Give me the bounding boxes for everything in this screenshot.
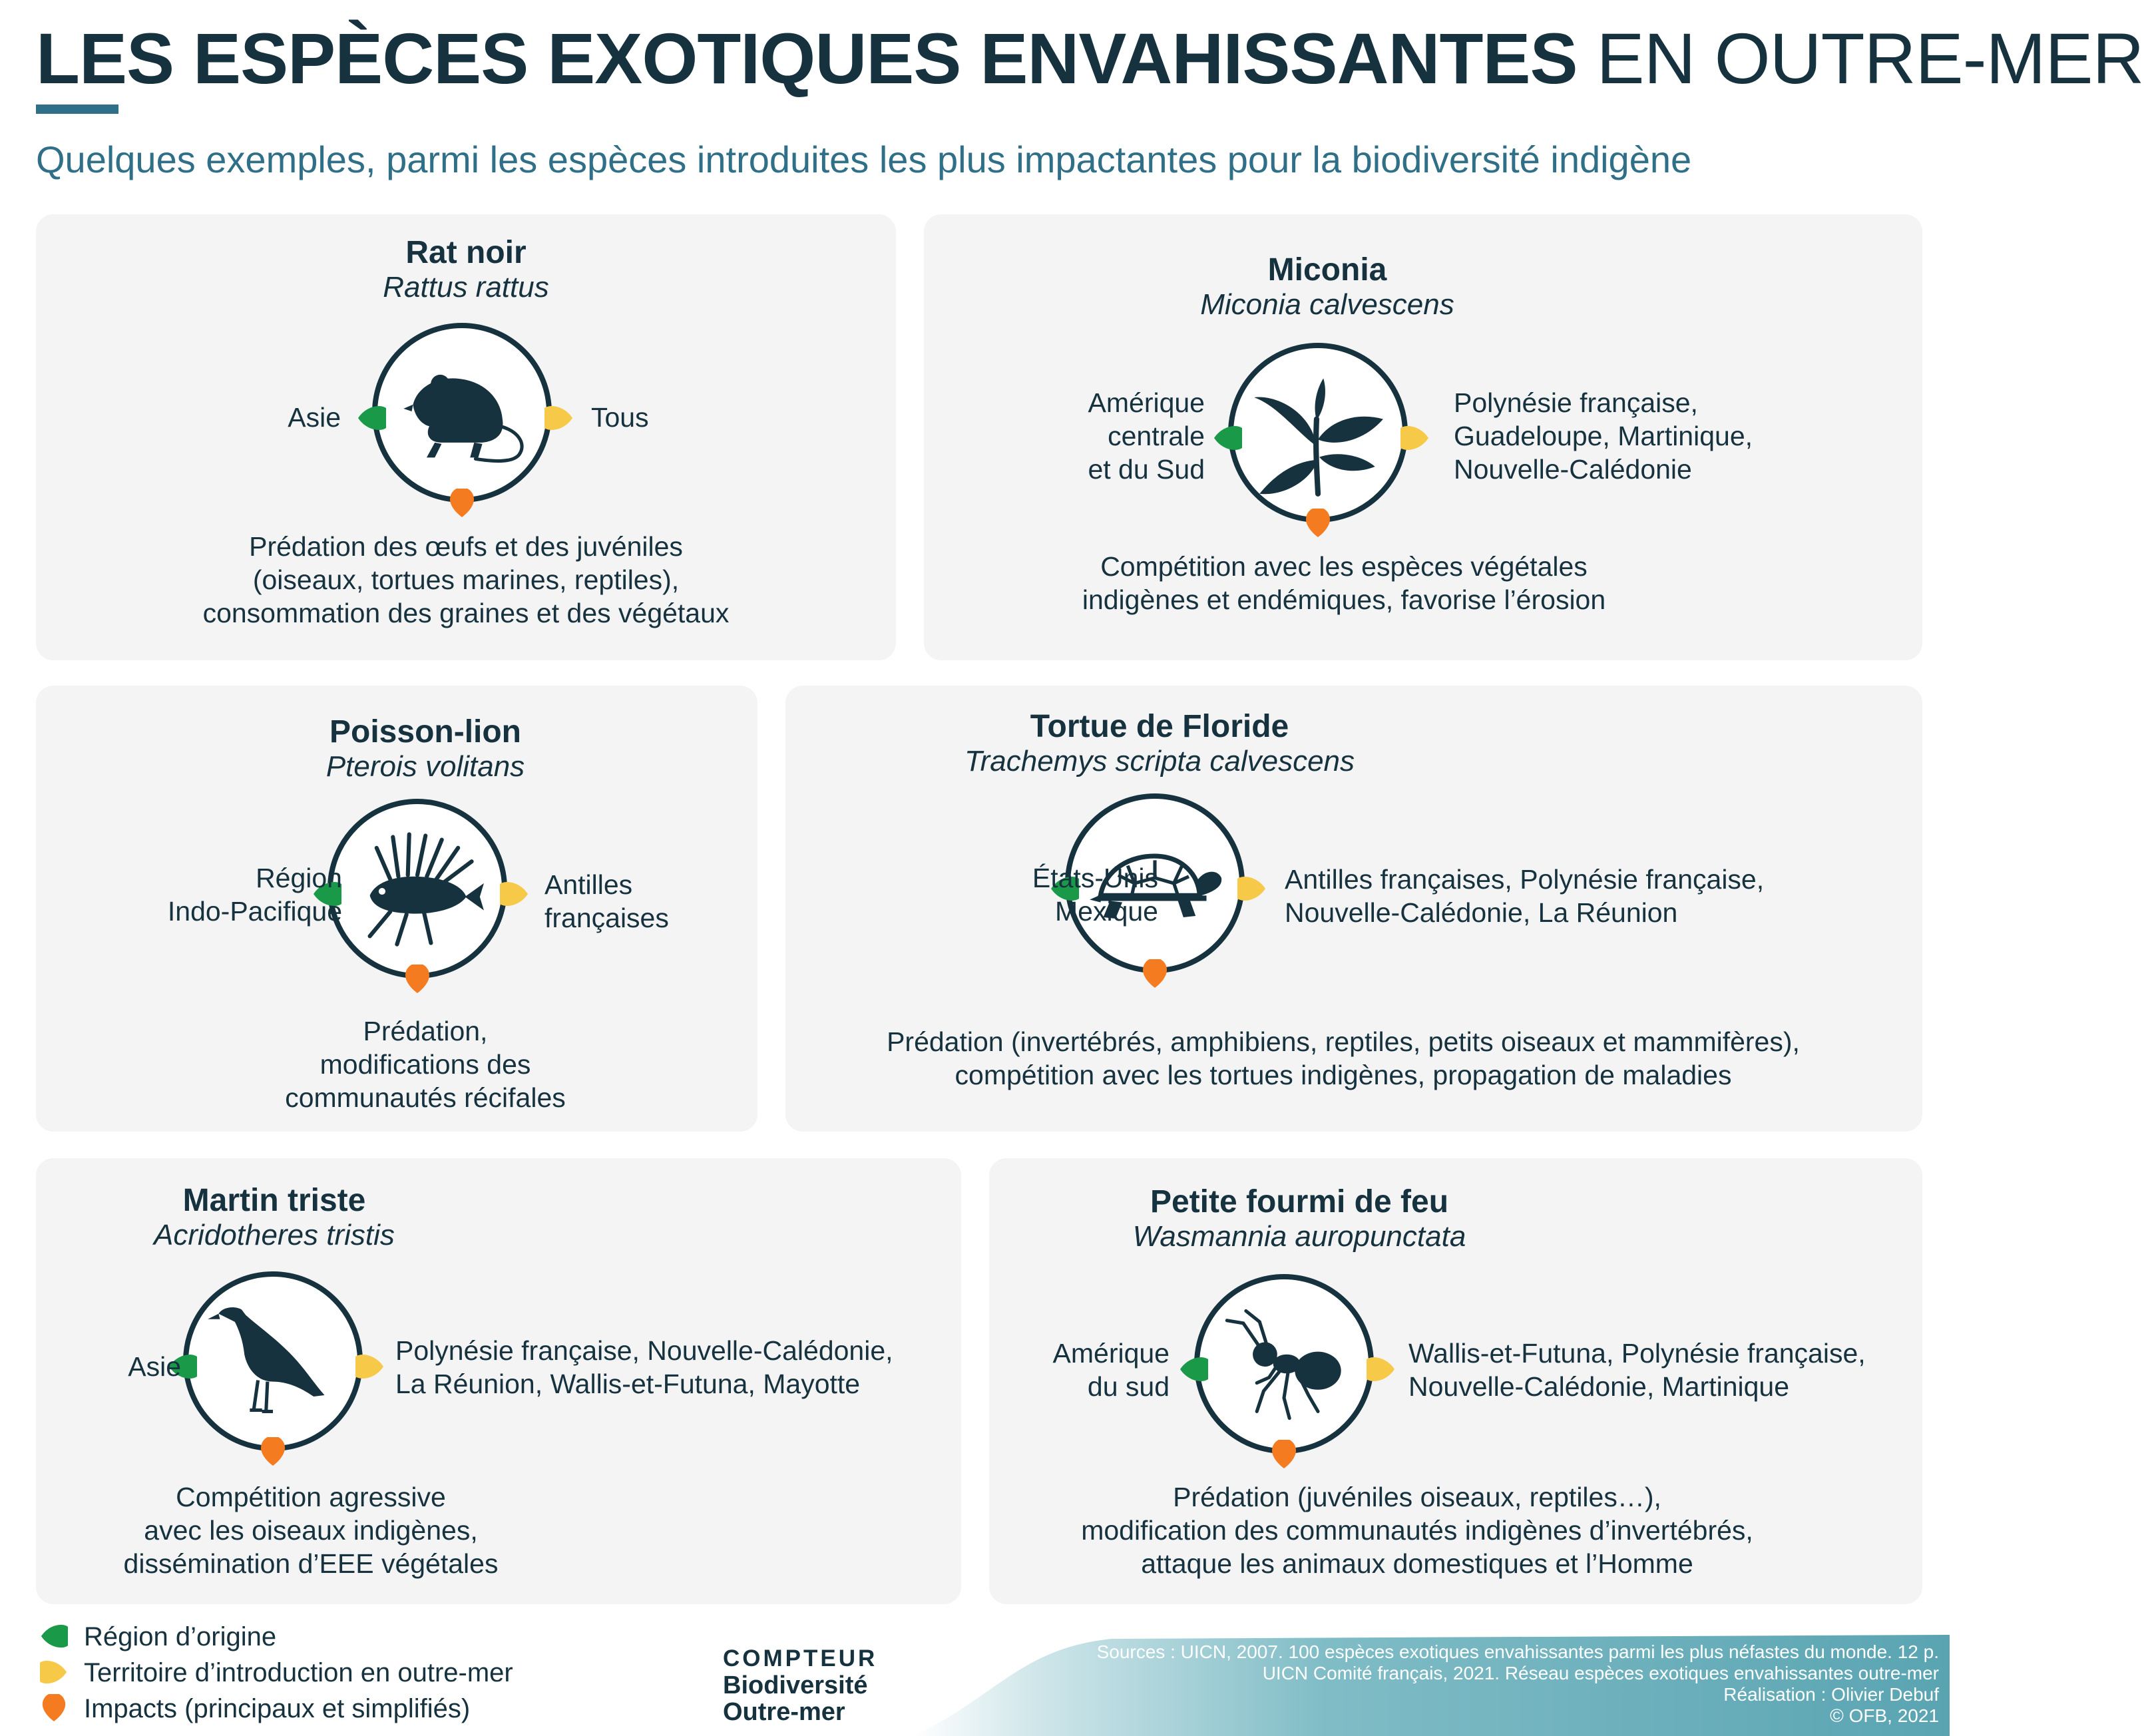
species-latin-name: Miconia calvescens	[1200, 288, 1454, 321]
legend-label: Impacts (principaux et simplifiés)	[84, 1694, 471, 1723]
species-icon-circle	[327, 799, 507, 978]
origin-line: Asie	[128, 1351, 181, 1382]
origin-line: Indo-Pacifique	[167, 896, 342, 927]
impacts-label	[924, 550, 1764, 616]
origin-line: et du Sud	[1088, 454, 1205, 485]
origin-label	[1088, 386, 1205, 486]
impacts-label	[785, 1025, 1901, 1092]
origin-line: Région	[256, 863, 342, 893]
impact-line: (oiseaux, tortues marines, reptiles),	[252, 564, 680, 595]
species-name: Miconia	[1267, 252, 1387, 288]
species-name: Martin triste	[182, 1183, 366, 1218]
species-card-petite-fourmi-de-feu	[989, 1158, 1922, 1604]
origin-pin-icon	[1179, 1355, 1208, 1384]
species-latin-name: Trachemys scripta calvescens	[964, 745, 1355, 777]
species-name: Tortue de Floride	[1030, 709, 1289, 744]
copyright-line: © OFB, 2021	[1830, 1705, 1939, 1726]
species-card-rat-noir	[36, 214, 896, 660]
species-name: Rat noir	[405, 235, 527, 270]
impact-line: Compétition agressive	[176, 1482, 446, 1512]
introduction-line: Guadeloupe, Martinique,	[1454, 421, 1753, 451]
logo-line-1: COMPTEUR	[723, 1645, 878, 1671]
impact-line: indigènes et endémiques, favorise l’érosion	[1082, 584, 1606, 615]
sources-line: UICN Comité français, 2021. Réseau espèces exotiques envahissantes outre-mer	[1262, 1663, 1939, 1683]
impact-line: attaque les animaux domestiques et l’Homme	[1141, 1548, 1693, 1579]
introduction-line: La Réunion, Wallis-et-Futuna, Mayotte	[395, 1369, 861, 1399]
ant-icon	[1216, 1296, 1352, 1432]
introduction-pin-icon	[1400, 423, 1430, 453]
logo-line-3: Outre-mer	[723, 1698, 845, 1726]
introduction-line: Nouvelle-Calédonie, La Réunion	[1285, 897, 1678, 928]
introduction-line: Antilles françaises, Polynésie française,	[1285, 864, 1765, 895]
page-title-light: EN OUTRE-MER	[1596, 18, 2144, 99]
introduction-line: Tous	[591, 402, 649, 433]
origin-label	[128, 1350, 181, 1383]
page-subtitle: Quelques exemples, parmi les espèces introduites les plus impactantes pour la biodiversité indigène	[36, 138, 1692, 180]
introduction-label	[591, 401, 649, 434]
introduction-pin-icon	[544, 403, 574, 433]
plant-icon	[1250, 365, 1386, 501]
species-latin-name: Rattus rattus	[383, 271, 549, 304]
title-underline	[36, 105, 118, 114]
page-title-bold: LES ESPÈCES EXOTIQUES ENVAHISSANTES	[36, 18, 1578, 99]
introduction-label	[395, 1334, 893, 1401]
species-name: Petite fourmi de feu	[1150, 1184, 1449, 1219]
introduction-line: Wallis-et-Futuna, Polynésie française,	[1408, 1338, 1866, 1369]
origin-label	[1053, 1337, 1170, 1403]
impact-line: dissémination d’EEE végétales	[123, 1548, 499, 1579]
species-latin-name: Acridotheres tristis	[154, 1219, 395, 1251]
impact-line: Compétition avec les espèces végétales	[1100, 551, 1588, 582]
introduction-line: Nouvelle-Calédonie, Martinique	[1408, 1371, 1790, 1402]
impact-line: communautés récifales	[285, 1082, 566, 1113]
bird-icon	[205, 1293, 341, 1429]
origin-line: Mexique	[1055, 896, 1158, 927]
introduction-pin-icon	[40, 1658, 68, 1686]
introduction-pin-icon	[355, 1352, 385, 1381]
origin-pin-icon	[40, 1622, 68, 1650]
impact-pin-icon	[258, 1437, 288, 1466]
origin-label	[288, 401, 341, 434]
compteur-biodiversite-logo	[723, 1647, 896, 1725]
impact-pin-icon	[403, 965, 432, 994]
introduction-label	[544, 868, 669, 935]
impact-pin-icon	[1269, 1440, 1299, 1469]
sources-line: Sources : UICN, 2007. 100 espèces exotiques envahissantes parmi les plus néfastes du monde. 12 p.	[1096, 1641, 1939, 1662]
rat-icon	[394, 345, 530, 481]
origin-line: Amérique	[1088, 387, 1205, 418]
species-card-poisson-lion	[36, 686, 757, 1132]
page-title	[36, 19, 2144, 99]
impact-pin-icon	[40, 1694, 68, 1722]
impact-line: Prédation (juvéniles oiseaux, reptiles…),	[1173, 1482, 1661, 1512]
origin-label	[1032, 861, 1158, 928]
origin-line: Amérique	[1052, 1338, 1170, 1369]
legend-label: Région d’origine	[84, 1622, 277, 1651]
impact-pin-icon	[1140, 959, 1170, 988]
origin-line: Asie	[288, 402, 341, 433]
introduction-line: Polynésie française, Nouvelle-Calédonie,	[395, 1335, 893, 1366]
introduction-line: Nouvelle-Calédonie	[1454, 454, 1692, 485]
impact-pin-icon	[1303, 509, 1333, 538]
impacts-label	[36, 530, 896, 630]
impacts-label	[36, 1480, 586, 1580]
species-card-tortue-de-floride	[785, 686, 1922, 1132]
introduction-pin-icon	[1237, 874, 1267, 903]
species-icon-circle	[372, 323, 552, 503]
impact-line: Prédation des œufs et des juvéniles	[249, 531, 683, 562]
species-icon-circle	[1228, 343, 1408, 523]
origin-pin-icon	[1213, 423, 1242, 453]
species-icon-circle	[1194, 1274, 1374, 1454]
legend-label: Territoire d’introduction en outre-mer	[84, 1658, 513, 1687]
species-card-miconia	[924, 214, 1922, 660]
impact-pin-icon	[447, 489, 477, 518]
origin-pin-icon	[357, 403, 386, 433]
lionfish-icon	[349, 821, 485, 957]
introduction-label	[1454, 386, 1753, 486]
impact-line: modifications des	[320, 1049, 531, 1080]
logo-line-2: Biodiversité	[723, 1671, 868, 1699]
introduction-line: Polynésie française,	[1454, 387, 1698, 418]
species-icon-circle	[183, 1271, 363, 1451]
introduction-pin-icon	[1367, 1355, 1396, 1384]
origin-label	[168, 861, 342, 928]
impact-line: compétition avec les tortues indigènes, propagation de maladies	[955, 1060, 1732, 1090]
impacts-label	[36, 1014, 815, 1114]
credits-line: Réalisation : Olivier Debuf	[1723, 1684, 1939, 1705]
introduction-line: Antilles	[544, 869, 633, 900]
species-latin-name: Pterois volitans	[325, 750, 525, 783]
species-card-martin-triste	[36, 1158, 961, 1604]
introduction-label	[1408, 1337, 1866, 1403]
origin-line: du sud	[1087, 1371, 1170, 1402]
species-name: Poisson-lion	[329, 714, 521, 750]
introduction-line: françaises	[544, 903, 669, 933]
introduction-label	[1285, 863, 1764, 929]
impact-line: Prédation,	[363, 1016, 488, 1046]
sources-credits	[1097, 1641, 1939, 1727]
impact-line: modification des communautés indigènes d’invertébrés,	[1081, 1515, 1753, 1546]
impacts-label	[989, 1480, 1845, 1580]
species-latin-name: Wasmannia auropunctata	[1132, 1220, 1466, 1253]
introduction-pin-icon	[500, 879, 529, 909]
impact-line: Prédation (invertébrés, amphibiens, reptiles, petits oiseaux et mammifères),	[887, 1026, 1800, 1057]
origin-line: centrale	[1108, 421, 1205, 451]
origin-line: États-Unis	[1032, 863, 1158, 893]
impact-line: avec les oiseaux indigènes,	[144, 1515, 478, 1546]
impact-line: consommation des graines et des végétaux	[202, 598, 730, 628]
